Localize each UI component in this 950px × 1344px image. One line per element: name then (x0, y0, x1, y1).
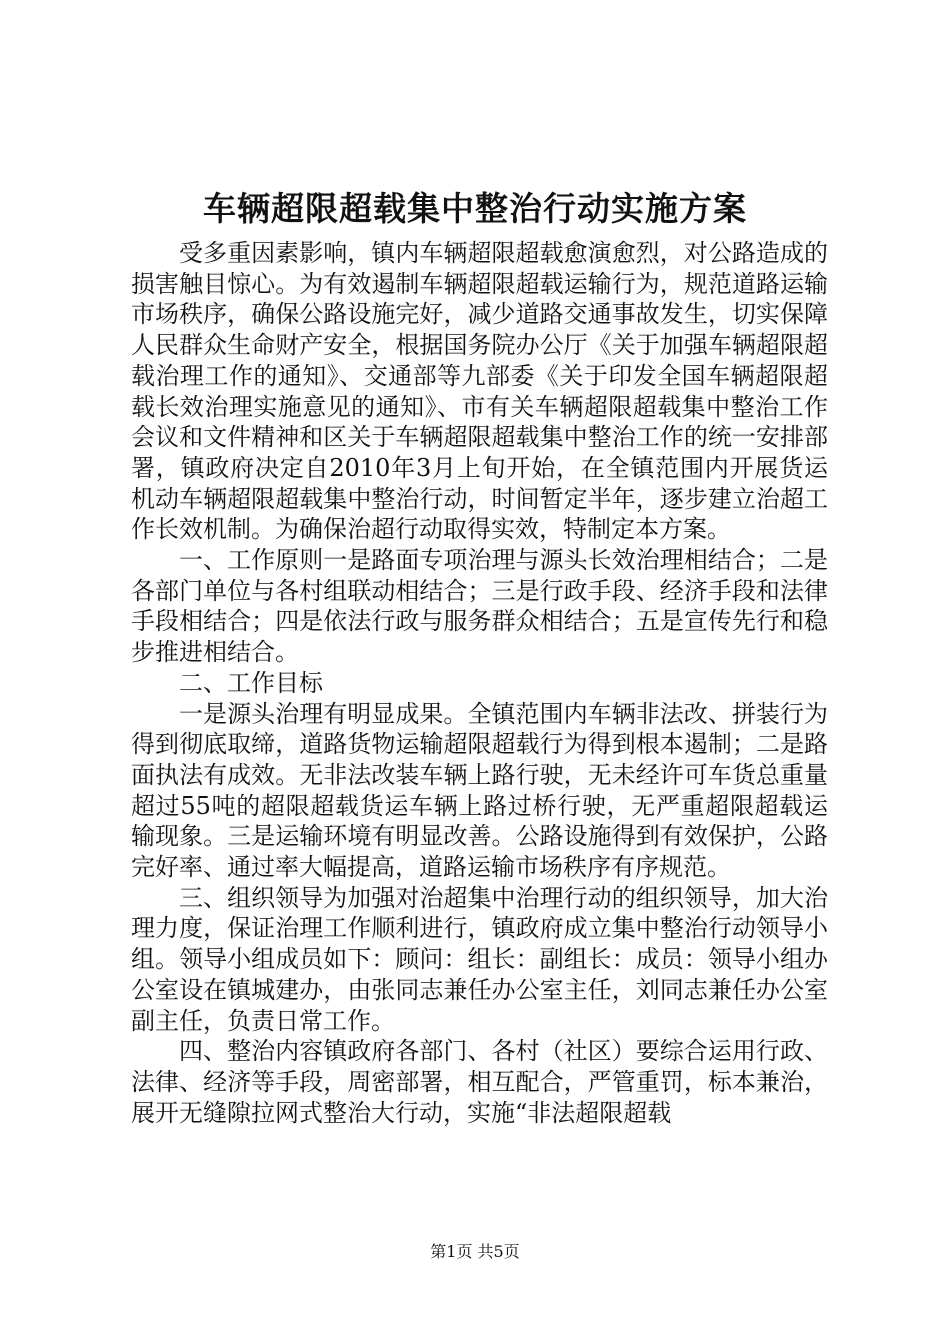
document-body (131, 238, 828, 1128)
paragraph-organization: 三、组织领导为加强对治超集中治理行动的组织领导，加大治理力度，保证治理工作顺利进行，镇政府成立集中整治行动领导小组。领导小组成员如下：顾问：组长：副组长：成员：领导小组办公室设在镇城建办，由张同志兼任办公室主任，刘同志兼任办公室副主任，负责日常工作。 (131, 883, 828, 1035)
page-footer: 第1页 共5页 (430, 1242, 520, 1261)
paragraph-work-principles: 一、工作原则一是路面专项治理与源头长效治理相结合；二是各部门单位与各村组联动相结合；三是行政手段、经济手段和法律手段相结合；四是依法行政与服务群众相结合；五是宣传先行和稳步推进相结合。 (131, 546, 828, 667)
heading-work-goals: 二、工作目标 (179, 668, 323, 697)
paragraph-work-goals: 一是源头治理有明显成果。全镇范围内车辆非法改、拼装行为得到彻底取缔，道路货物运输超限超载行为得到根本遏制；二是路面执法有成效。无非法改装车辆上路行驶，无未经许可车货总重量超过55吨的超限超载货运车辆上路过桥行驶，无严重超限超载运输现象。三是运输环境有明显改善。公路设施得到有效保护，公路完好率、通过率大幅提高，道路运输市场秩序有序规范。 (131, 699, 828, 882)
paragraph-intro: 受多重因素影响，镇内车辆超限超载愈演愈烈，对公路造成的损害触目惊心。为有效遏制车辆超限超载运输行为，规范道路运输市场秩序，确保公路设施完好，减少道路交通事故发生，切实保障人民群众生命财产安全，根据国务院办公厅《关于加强车辆超限超载治理工作的通知》、交通部等九部委《关于印发全国车辆超限超载长效治理实施意见的通知》、市有关车辆超限超载集中整治工作会议和文件精神和区关于车辆超限超载集中整治工作的统一安排部署，镇政府决定自2010年3月上旬开始，在全镇范围内开展货运机动车辆超限超载集中整治行动，时间暂定半年，逐步建立治超工作长效机制。为确保治超行动取得实效，特制定本方案。 (131, 239, 828, 544)
document-title: 车辆超限超载集中整治行动实施方案 (203, 189, 747, 228)
paragraph-rectification-content: 四、整治内容镇政府各部门、各村（社区）要综合运用行政、法律、经济等手段，周密部署，相互配合，严管重罚，标本兼治，展开无缝隙拉网式整治大行动，实施“非法超限超载 (131, 1037, 828, 1127)
